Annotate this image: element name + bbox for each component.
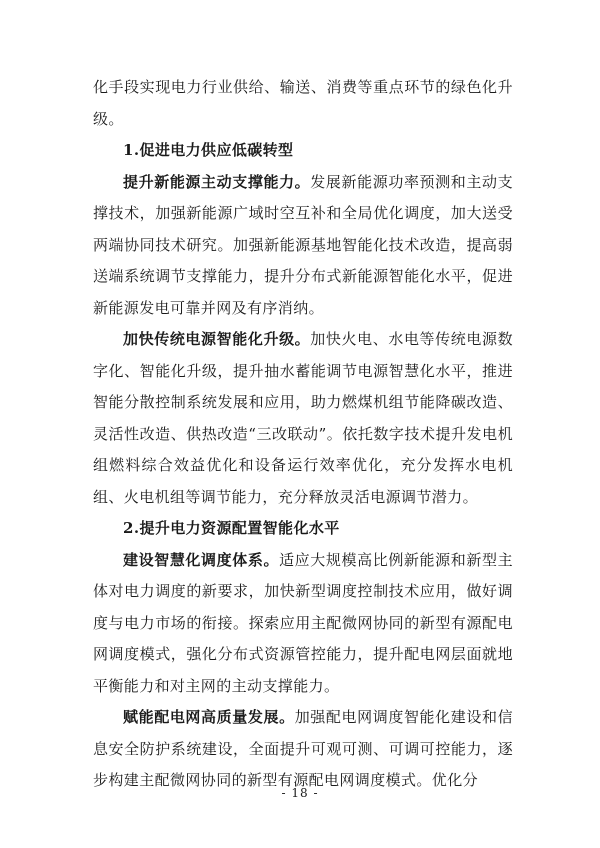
paragraph-text: 加强配电网调度智能化建设和信息安全防护系统建设，全面提升可观可测、可调可控能力，逐步构建主配微网协同的新型有源配电网调度模式。优化分: [93, 708, 513, 789]
paragraph-text: 发展新能源功率预测和主动支撑技术，加强新能源广域时空互补和全局优化调度，加大送受两端协同技术研究。加强新能源基地智能化技术改造，提高弱送端系统调节支撑能力，提升分布式新能源智能化水平，促进新能源发电可靠并网及有序消纳。: [93, 172, 513, 317]
section-heading-1: 1.促进电力供应低碳转型: [123, 141, 294, 159]
paragraph-lead: 建设智慧化调度体系。: [123, 550, 280, 569]
paragraph-new-energy-support: [93, 167, 513, 325]
paragraph-distribution-network: [93, 702, 513, 797]
section-heading-2: 2.提升电力资源配置智能化水平: [123, 519, 340, 537]
paragraph-lead: 提升新能源主动支撑能力。: [123, 172, 311, 191]
paragraph-text: 化手段实现电力行业供给、输送、消费等重点环节的绿色化升级。: [93, 78, 513, 128]
paragraph-text: 加快火电、水电等传统电源数字化、智能化升级，提升抽水蓄能调节电源智慧化水平，推进智能分散控制系统发展和应用，助力燃煤机组节能降碳改造、灵活性改造、供热改造“三改联动”。依托数字技术提升发电机组燃料综合效益优化和设备运行效率优化，充分发挥水电机组、火电机组等调节能力，充分释放灵活电源调节潜力。: [93, 330, 513, 506]
paragraph-traditional-power-upgrade: [93, 324, 513, 513]
paragraph-continuation: [93, 72, 513, 135]
page-body: [93, 72, 513, 797]
paragraph-lead: 加快传统电源智能化升级。: [123, 330, 311, 348]
paragraph-text: 适应大规模高比例新能源和新型主体对电力调度的新要求，加快新型调度控制技术应用，做好调度与电力市场的衔接。探索应用主配微网协同的新型有源配电网调度模式，强化分布式资源管控能力，提升配电网层面就地平衡能力和对主网的主动支撑能力。: [93, 550, 513, 695]
page-number: - 18 -: [281, 786, 319, 800]
paragraph-lead: 赋能配电网高质量发展。: [123, 708, 295, 726]
paragraph-smart-dispatch: [93, 545, 513, 703]
